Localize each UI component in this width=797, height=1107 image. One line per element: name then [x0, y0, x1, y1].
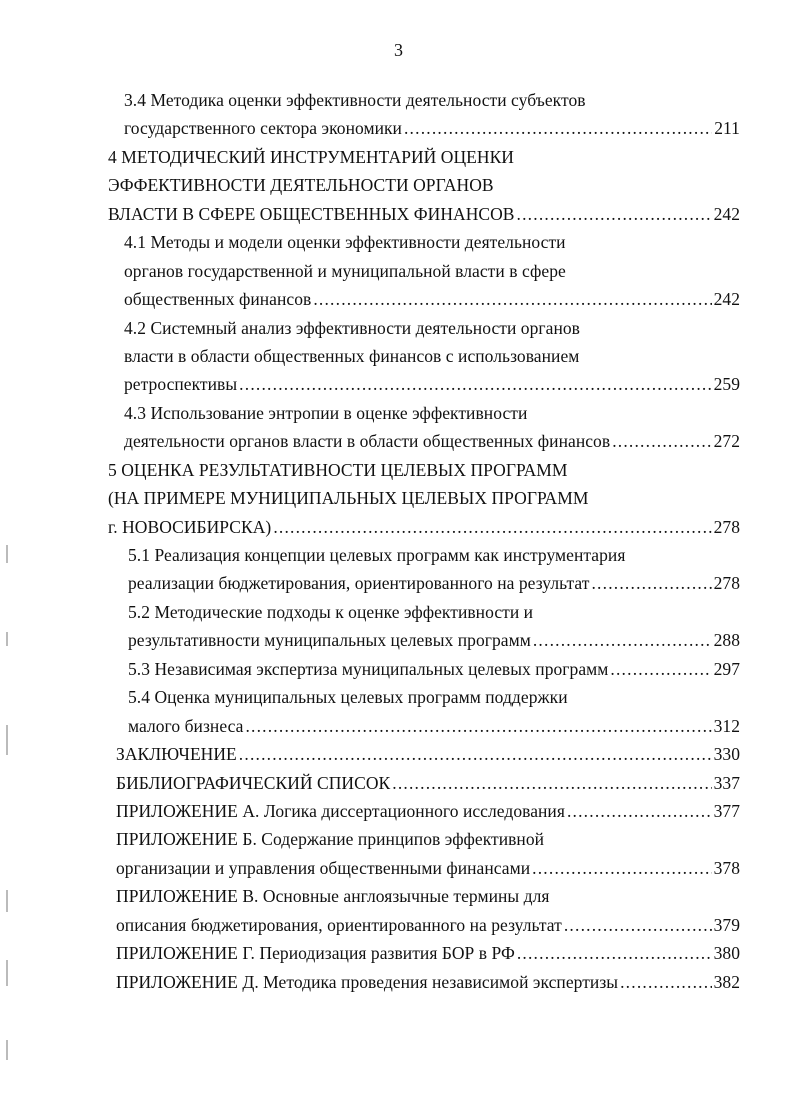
toc-entry-title: г. НОВОСИБИРСКА): [108, 516, 272, 537]
toc-entry: [0, 939, 797, 967]
toc-page-number: 211: [714, 118, 740, 139]
toc-entry: [0, 740, 797, 768]
toc-entry-last-line: [0, 939, 740, 967]
page-number: 3: [394, 40, 403, 60]
toc-entry: [0, 541, 797, 598]
toc-entry: [0, 456, 797, 541]
toc-entry-last-line: [0, 285, 740, 313]
toc-entry: [0, 683, 797, 740]
toc-page-number: 297: [713, 658, 740, 679]
toc-page-number: 330: [713, 744, 740, 765]
toc-entry: [0, 797, 797, 825]
toc-entry: [0, 769, 797, 797]
toc-entry-line: 5.2 Методические подходы к оценке эффективности и: [128, 601, 534, 622]
toc-entry: [0, 968, 797, 996]
toc-page-number: 382: [713, 971, 740, 992]
toc-entry-line: 4 МЕТОДИЧЕСКИЙ ИНСТРУМЕНТАРИЙ ОЦЕНКИ: [108, 146, 514, 167]
toc-leader-dots: [517, 200, 712, 228]
toc-leader-dots: [533, 626, 712, 654]
toc-entry: [0, 143, 797, 228]
toc-page-number: 242: [713, 289, 740, 310]
toc-entry-last-line: [0, 712, 740, 740]
toc-page-number: 278: [713, 516, 740, 537]
toc-entry-line: власти в области общественных финансов с использованием: [124, 345, 580, 366]
toc-entry-line: (НА ПРИМЕРЕ МУНИЦИПАЛЬНЫХ ЦЕЛЕВЫХ ПРОГРАММ: [108, 488, 589, 509]
toc-entry: [0, 86, 797, 143]
toc-entry-line: 4.2 Системный анализ эффективности деятельности органов: [124, 317, 580, 338]
toc-leader-dots: [517, 939, 712, 967]
toc-entry-line: 5.4 Оценка муниципальных целевых программ поддержки: [128, 687, 568, 708]
toc-entry-title: ПРИЛОЖЕНИЕ А. Логика диссертационного исследования: [116, 800, 565, 821]
toc-entry: [0, 598, 797, 655]
toc-leader-dots: [239, 740, 712, 768]
toc-entry-title: БИБЛИОГРАФИЧЕСКИЙ СПИСОК: [116, 772, 391, 793]
toc-entry-last-line: [0, 854, 740, 882]
toc-entry-last-line: [0, 427, 740, 455]
toc-page-number: 278: [713, 573, 740, 594]
toc-entry-title: организации и управления общественными финансами: [116, 857, 531, 878]
scan-artifact-3: [6, 725, 8, 755]
toc-entry-line: органов государственной и муниципальной власти в сфере: [124, 260, 566, 281]
toc-entry-title: государственного сектора экономики: [124, 118, 402, 139]
toc-entry-title: реализации бюджетирования, ориентированного на результат: [128, 573, 590, 594]
toc-leader-dots: [392, 769, 711, 797]
toc-entry-last-line: [0, 740, 740, 768]
toc-entry-line: ПРИЛОЖЕНИЕ Б. Содержание принципов эффективной: [116, 829, 545, 850]
toc-entry-last-line: [0, 911, 740, 939]
toc-entry-line: 5.1 Реализация концепции целевых программ как инструментария: [128, 545, 626, 565]
toc-entry-title: ПРИЛОЖЕНИЕ Д. Методика проведения независимой экспертизы: [116, 971, 619, 992]
toc-leader-dots: [567, 797, 712, 825]
toc-entry: [0, 882, 797, 939]
toc-entry-line: 3.4 Методика оценки эффективности деятельности субъектов: [124, 90, 586, 110]
toc-entry-line: 5 ОЦЕНКА РЕЗУЛЬТАТИВНОСТИ ЦЕЛЕВЫХ ПРОГРАММ: [108, 459, 568, 480]
toc-entry-title: общественных финансов: [124, 289, 312, 310]
toc-entry-line: 4.3 Использование энтропии в оценке эффективности: [124, 402, 528, 423]
scan-artifact-1: [6, 545, 8, 563]
toc-entry-title: ВЛАСТИ В СФЕРЕ ОБЩЕСТВЕННЫХ ФИНАНСОВ: [108, 203, 515, 224]
toc-entry-title: результативности муниципальных целевых программ: [128, 630, 531, 651]
toc-entry-line: ЭФФЕКТИВНОСТИ ДЕЯТЕЛЬНОСТИ ОРГАНОВ: [108, 175, 494, 196]
toc-entry-last-line: [0, 569, 740, 597]
toc-entry: [0, 314, 797, 399]
toc-leader-dots: [404, 114, 712, 142]
toc-leader-dots: [239, 370, 711, 398]
toc-page-number: 242: [713, 203, 740, 224]
scan-artifact-6: [6, 1040, 8, 1060]
toc-entry-title: ПРИЛОЖЕНИЕ Г. Периодизация развития БОР в РФ: [116, 943, 515, 964]
toc-page-number: 288: [713, 630, 740, 651]
toc-entry-title: малого бизнеса: [128, 715, 244, 736]
toc-entry-title: ЗАКЛЮЧЕНИЕ: [116, 744, 237, 765]
toc-entry-title: 5.3 Независимая экспертиза муниципальных целевых программ: [128, 658, 609, 679]
scan-artifact-4: [6, 890, 8, 912]
toc-entry-last-line: [0, 200, 740, 228]
toc-entry-last-line: [0, 626, 740, 654]
toc-entry: [0, 228, 797, 313]
toc-entry-last-line: [0, 968, 740, 996]
toc-page-number: 337: [713, 772, 740, 793]
toc-leader-dots: [313, 285, 711, 313]
toc-entry: [0, 655, 797, 683]
toc-page-number: 272: [713, 431, 740, 452]
toc-entry-line: ПРИЛОЖЕНИЕ В. Основные англоязычные термины для: [116, 886, 550, 907]
toc-entry-last-line: [0, 797, 740, 825]
toc-page-number: 377: [713, 800, 740, 821]
toc-entry-title: ретроспективы: [124, 374, 238, 395]
toc-entry-last-line: [0, 769, 740, 797]
toc-page-number: 259: [713, 374, 740, 395]
toc-entry-last-line: [0, 513, 740, 541]
scan-artifact-2: [6, 632, 8, 646]
scan-artifact-5: [6, 960, 8, 986]
toc-entry-line: 4.1 Методы и модели оценки эффективности деятельности: [124, 232, 566, 253]
toc-entry-last-line: [0, 655, 740, 683]
toc-leader-dots: [532, 854, 711, 882]
toc-page-number: 378: [713, 857, 740, 878]
toc-page-number: 379: [713, 914, 740, 935]
toc-leader-dots: [245, 712, 711, 740]
toc-leader-dots: [564, 911, 712, 939]
toc-entry-title: описания бюджетирования, ориентированного на результат: [116, 914, 562, 935]
toc-leader-dots: [610, 655, 711, 683]
toc-leader-dots: [612, 427, 711, 455]
toc-leader-dots: [591, 569, 711, 597]
toc-page-number: 312: [713, 715, 740, 736]
toc-entry-title: деятельности органов власти в области общественных финансов: [124, 431, 611, 452]
toc-entry: [0, 825, 797, 882]
toc-entry-last-line: [0, 370, 740, 398]
toc-leader-dots: [620, 968, 711, 996]
toc-leader-dots: [273, 513, 711, 541]
table-of-contents: [0, 86, 797, 996]
toc-entry: [0, 399, 797, 456]
toc-entry-last-line: [0, 114, 740, 142]
toc-page-number: 380: [713, 943, 740, 964]
